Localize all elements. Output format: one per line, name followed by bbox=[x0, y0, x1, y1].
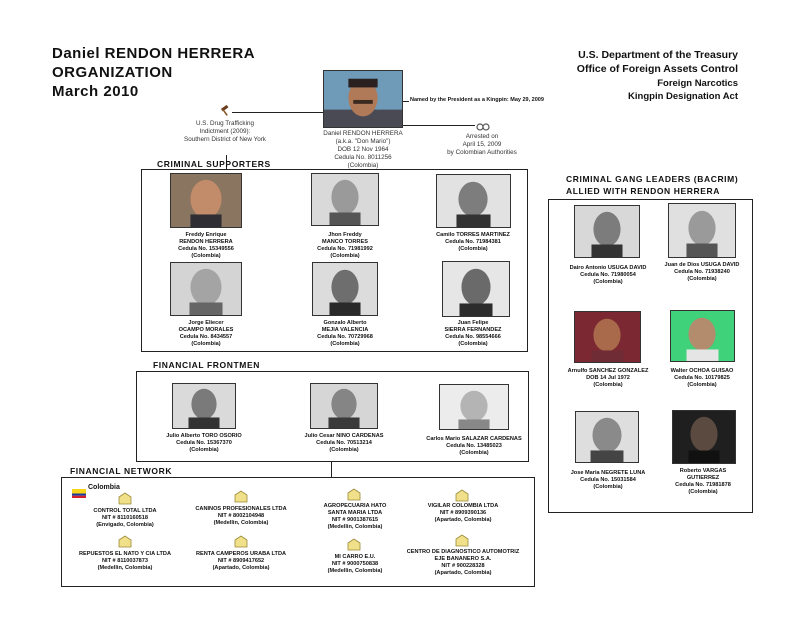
company-building-icon bbox=[118, 535, 132, 548]
bacrim-title-line-1: CRIMINAL GANG LEADERS (BACRIM) bbox=[566, 174, 739, 184]
caption-line: Julio Alberto TORO OSORIO bbox=[166, 433, 242, 439]
caption-line: (Colombia) bbox=[329, 446, 359, 453]
supporter-photo-2 bbox=[311, 173, 379, 226]
caption-line: NIT # 900228328 bbox=[441, 562, 485, 569]
caption-line: SANTA MARIA LTDA bbox=[327, 509, 383, 516]
supporter-caption-3 bbox=[418, 232, 528, 253]
colombia-flag-icon bbox=[72, 485, 86, 494]
arrest-line-1: Arrested on bbox=[465, 133, 499, 140]
bacrim-photo-1 bbox=[574, 205, 640, 258]
caption-line: Cedula No. 71980054 bbox=[580, 271, 636, 278]
bacrim-title-line-2: ALLIED WITH RENDON HERRERA bbox=[566, 186, 720, 196]
caption-line: (Colombia) bbox=[189, 446, 219, 453]
caption-line: RENTA CAMPEROS URABA LTDA bbox=[195, 551, 287, 557]
bacrim-photo-4 bbox=[670, 310, 735, 362]
caption-line: REPUESTOS EL NATO Y CIA LTDA bbox=[78, 551, 171, 557]
caption-line: VIGILAR COLOMBIA LTDA bbox=[427, 503, 499, 509]
bacrim-caption-5 bbox=[552, 470, 664, 491]
caption-line: Cedula No. 15031584 bbox=[580, 476, 636, 483]
company-building-icon bbox=[234, 535, 248, 548]
caption-line: (Colombia) bbox=[459, 449, 489, 456]
caption-line: NIT # 8110037873 bbox=[101, 557, 149, 564]
agency-line-1: U.S. Department of the Treasury bbox=[578, 49, 738, 61]
arrest-line-2: April 15, 2009 bbox=[462, 140, 502, 148]
agency-line-3: Foreign Narcotics bbox=[657, 78, 738, 89]
caption-line: (Medellin, Colombia) bbox=[327, 523, 383, 530]
caption-line: NIT # 9000750838 bbox=[331, 560, 379, 567]
caption-line: (Medellin, Colombia) bbox=[327, 567, 383, 574]
bacrim-caption-4 bbox=[649, 368, 755, 389]
supporter-photo-3 bbox=[436, 174, 511, 228]
company-caption-7 bbox=[302, 554, 408, 575]
caption-line: Roberto VARGAS bbox=[679, 468, 727, 474]
caption-line: Dairo Antonio USUGA DAVID bbox=[569, 265, 647, 271]
connector-arrest bbox=[403, 125, 475, 126]
caption-line: OCAMPO MORALES bbox=[178, 326, 234, 333]
caption-line: Cedula No. 8434557 bbox=[179, 333, 233, 340]
supporter-caption-6 bbox=[418, 320, 528, 348]
caption-line: Carlos Mario SALAZAR CARDENAS bbox=[426, 436, 522, 442]
kingpin-photo bbox=[323, 70, 403, 128]
caption-line: Jose Maria NEGRETE LUNA bbox=[570, 470, 646, 476]
kingpin-country: (Colombia) bbox=[347, 161, 379, 169]
company-building-icon bbox=[234, 490, 248, 503]
network-country: Colombia bbox=[88, 484, 120, 491]
arrest-caption bbox=[430, 133, 534, 157]
caption-line: (Colombia) bbox=[191, 252, 221, 259]
caption-line: RENDON HERRERA bbox=[179, 238, 233, 245]
indictment-line-3: Southern District of New York bbox=[184, 135, 266, 143]
supporter-photo-5 bbox=[312, 262, 378, 316]
company-caption-4 bbox=[408, 503, 518, 524]
caption-line: Jhon Freddy bbox=[328, 232, 362, 238]
frontman-photo-1 bbox=[172, 383, 236, 429]
gavel-icon bbox=[219, 104, 231, 116]
frontman-photo-3 bbox=[439, 384, 509, 430]
caption-line: (Colombia) bbox=[593, 483, 623, 490]
title-line-2: ORGANIZATION bbox=[52, 64, 173, 81]
company-building-icon bbox=[347, 538, 361, 551]
caption-line: Cedula No. 70513214 bbox=[316, 439, 372, 446]
bacrim-photo-5 bbox=[575, 411, 639, 463]
supporter-photo-4 bbox=[170, 262, 242, 316]
caption-line: (Apartado, Colombia) bbox=[434, 569, 492, 576]
caption-line: MI CARRO E.U. bbox=[334, 554, 376, 560]
caption-line: (Envigado, Colombia) bbox=[96, 521, 154, 528]
frontman-caption-2 bbox=[284, 433, 404, 454]
caption-line: SIERRA FERNANDEZ bbox=[444, 326, 502, 333]
company-building-icon bbox=[347, 488, 361, 501]
supporter-caption-4 bbox=[151, 320, 261, 348]
caption-line: Arnulfo SANCHEZ GONZALEZ bbox=[567, 368, 649, 374]
caption-line: (Colombia) bbox=[688, 488, 718, 495]
caption-line: Freddy Enrique bbox=[185, 232, 227, 238]
caption-line: Cedula No. 71981992 bbox=[317, 245, 373, 252]
caption-line: Julio Cesar NINO CARDENAS bbox=[304, 433, 384, 439]
kingpin-cedula: Cedula No. 8011256 bbox=[334, 153, 392, 161]
bacrim-photo-2 bbox=[668, 203, 736, 258]
caption-line: Cedula No. 10179825 bbox=[674, 374, 730, 381]
title-line-1: Daniel RENDON HERRERA bbox=[52, 45, 256, 62]
caption-line: NIT # 8002104948 bbox=[217, 512, 265, 519]
indictment-line-1: U.S. Drug Trafficking bbox=[196, 120, 254, 127]
caption-line: Camilo TORRES MARTINEZ bbox=[436, 232, 510, 238]
company-caption-1 bbox=[70, 508, 180, 529]
kingpin-name: Daniel RENDON HERRERA bbox=[323, 130, 403, 137]
caption-line: AGROPECUARIA HATO bbox=[323, 503, 387, 509]
caption-line: CANINOS PROFESIONALES LTDA bbox=[195, 506, 287, 512]
caption-line: EJE BANANERO S.A. bbox=[434, 555, 492, 562]
caption-line: (Medellin, Colombia) bbox=[97, 564, 153, 571]
caption-line: (Colombia) bbox=[458, 340, 488, 347]
company-caption-5 bbox=[65, 551, 185, 572]
chart-title bbox=[52, 44, 255, 101]
bacrim-caption-6 bbox=[650, 468, 756, 496]
caption-line: DOB 14 Jul 1972 bbox=[586, 374, 630, 381]
caption-line: Cedula No. 15349556 bbox=[178, 245, 234, 252]
agency-line-2: Office of Foreign Assets Control bbox=[576, 63, 738, 75]
caption-line: NIT # 8909390136 bbox=[439, 509, 487, 516]
kingpin-dob: DOB 12 Nov 1964 bbox=[337, 145, 389, 153]
frontman-caption-1 bbox=[146, 433, 262, 454]
company-building-icon bbox=[118, 492, 132, 505]
caption-line: Cedula No. 70729968 bbox=[317, 333, 373, 340]
indictment-line-2: Indictment (2009): bbox=[199, 127, 251, 135]
supporter-caption-1 bbox=[151, 232, 261, 260]
caption-line: (Colombia) bbox=[687, 275, 717, 282]
section-network-title: FINANCIAL NETWORK bbox=[70, 466, 173, 476]
kingpin-aka: (a.k.a. "Don Mario") bbox=[335, 137, 391, 145]
supporter-caption-2 bbox=[290, 232, 400, 260]
caption-line: NIT # 8110160518 bbox=[101, 514, 149, 521]
caption-line: Cedula No. 71984381 bbox=[445, 238, 501, 245]
caption-line: (Colombia) bbox=[687, 381, 717, 388]
caption-line: Cedula No. 71981878 bbox=[675, 481, 731, 488]
caption-line: (Colombia) bbox=[330, 340, 360, 347]
section-supporters-title: CRIMINAL SUPPORTERS bbox=[157, 159, 271, 169]
caption-line: GUTIERREZ bbox=[686, 474, 720, 481]
company-caption-6 bbox=[181, 551, 301, 572]
caption-line: Cedula No. 15367370 bbox=[176, 439, 232, 446]
caption-line: (Apartado, Colombia) bbox=[434, 516, 492, 523]
caption-line: NIT # 9001387615 bbox=[331, 516, 379, 523]
supporter-photo-1 bbox=[170, 173, 242, 228]
section-frontmen-title: FINANCIAL FRONTMEN bbox=[153, 360, 260, 370]
connector-named bbox=[403, 101, 409, 102]
bacrim-photo-6 bbox=[672, 410, 736, 464]
caption-line: (Colombia) bbox=[593, 278, 623, 285]
caption-line: (Colombia) bbox=[593, 381, 623, 388]
frontman-caption-3 bbox=[414, 436, 534, 457]
caption-line: (Colombia) bbox=[330, 252, 360, 259]
frontman-photo-2 bbox=[310, 383, 378, 429]
caption-line: Juan Felipe bbox=[457, 320, 489, 326]
caption-line: Gonzalo Alberto bbox=[323, 320, 367, 326]
kingpin-caption bbox=[300, 130, 426, 170]
agency-block bbox=[577, 48, 738, 103]
connector-indictment bbox=[232, 112, 323, 113]
caption-line: (Colombia) bbox=[458, 245, 488, 252]
indictment-caption bbox=[175, 120, 275, 144]
caption-line: NIT # 8909417652 bbox=[217, 557, 265, 564]
company-caption-2 bbox=[181, 506, 301, 527]
company-caption-3 bbox=[302, 503, 408, 531]
company-building-icon bbox=[455, 489, 469, 502]
caption-line: CONTROL TOTAL LTDA bbox=[93, 508, 157, 514]
company-building-icon bbox=[455, 534, 469, 547]
section-bacrim-title bbox=[566, 173, 738, 197]
caption-line: (Apartado, Colombia) bbox=[212, 564, 270, 571]
bacrim-caption-1 bbox=[552, 265, 664, 286]
caption-line: Juan de Dios USUGA DAVID bbox=[664, 262, 740, 268]
supporter-photo-6 bbox=[442, 261, 510, 317]
bacrim-caption-3 bbox=[552, 368, 664, 389]
caption-line: (Medellin, Colombia) bbox=[213, 519, 269, 526]
caption-line: (Colombia) bbox=[191, 340, 221, 347]
bacrim-photo-3 bbox=[574, 311, 641, 363]
caption-line: CENTRO DE DIAGNOSTICO AUTOMOTRIZ bbox=[406, 549, 520, 555]
caption-line: Jorge Eliecer bbox=[188, 320, 224, 326]
caption-line: Cedula No. 71938240 bbox=[674, 268, 730, 275]
connector-network bbox=[331, 462, 332, 478]
agency-line-4: Kingpin Designation Act bbox=[628, 90, 738, 102]
bacrim-caption-2 bbox=[649, 262, 755, 283]
caption-line: Cedula No. 13485023 bbox=[446, 442, 502, 449]
caption-line: Walter OCHOA GUISAO bbox=[670, 368, 734, 374]
caption-line: Cedula No. 98554666 bbox=[445, 333, 501, 340]
arrest-line-3: by Colombian Authorities bbox=[447, 148, 517, 156]
caption-line: MANCO TORRES bbox=[322, 238, 368, 245]
supporter-caption-5 bbox=[290, 320, 400, 348]
caption-line: MEJIA VALENCIA bbox=[321, 326, 369, 333]
company-caption-8 bbox=[400, 549, 526, 577]
title-line-3: March 2010 bbox=[52, 83, 139, 100]
kingpin-named-note: Named by the President as a Kingpin: May 29, 2009 bbox=[410, 97, 544, 103]
handcuffs-icon bbox=[476, 119, 490, 129]
